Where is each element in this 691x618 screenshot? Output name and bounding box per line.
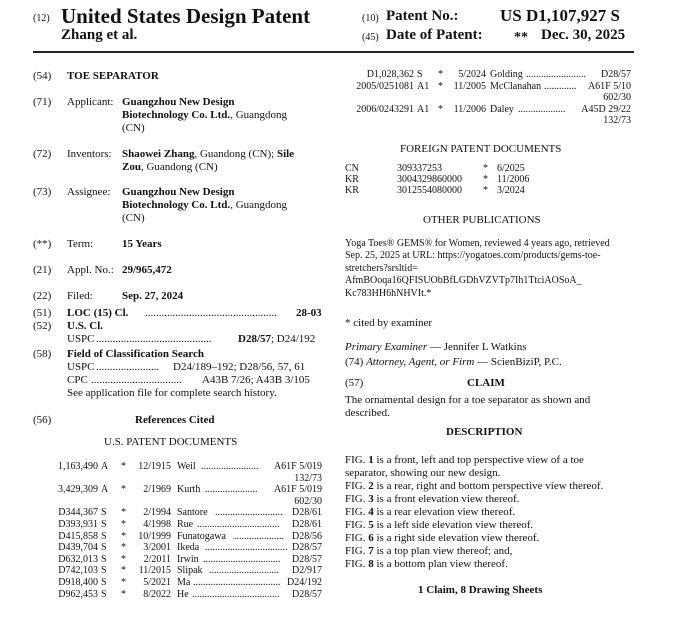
filed-value: Sep. 27, 2024 xyxy=(122,290,184,302)
header-rule xyxy=(33,51,634,53)
figure-prefix: FIG. xyxy=(345,532,369,544)
appl-no-value: 29/965,472 xyxy=(122,264,172,276)
figure-text-continued: separator, showing our new design. xyxy=(345,467,501,479)
reference-name: Rue xyxy=(177,519,194,530)
reference-name: Ma xyxy=(177,577,191,588)
applicant-name-line2 xyxy=(122,109,287,122)
field-search-label: Field of Classification Search xyxy=(67,348,204,360)
figure-number: 2 xyxy=(368,480,374,492)
figure-prefix: FIG. xyxy=(345,454,369,466)
foreign-country: KR xyxy=(345,174,359,185)
reference-class-continued: 132/73 xyxy=(294,472,322,484)
figure-description xyxy=(345,454,603,467)
reference-cited-mark: * xyxy=(121,588,126,600)
attorney-label: Attorney, Agent, or Firm xyxy=(366,356,475,368)
figure-text: is a left side elevation view thereof. xyxy=(373,519,534,531)
applicant-label: Applicant: xyxy=(67,96,114,108)
us-cl-uspc-label: USPC xyxy=(67,333,95,345)
claims-drawings-footer: 1 Claim, 8 Drawing Sheets xyxy=(418,584,543,596)
foreign-date: 11/2006 xyxy=(497,174,530,185)
inventors-label: Inventors: xyxy=(67,148,112,160)
reference-class-continued: 132/73 xyxy=(603,115,631,127)
term-label: Term: xyxy=(67,238,94,250)
reference-cited-mark: * xyxy=(121,565,126,577)
reference-dot-leader: ................................. xyxy=(205,542,288,554)
reference-date: 11/2005 xyxy=(453,80,486,92)
reference-name: McClanahan xyxy=(490,80,542,92)
figure-description xyxy=(345,545,603,558)
reference-class: D28/57 xyxy=(292,588,322,600)
reference-dot-leader: ................................. xyxy=(197,519,280,530)
patent-no-label: Patent No.: xyxy=(386,8,459,24)
assignee-name2: Biotechnology Co. Ltd. xyxy=(122,199,231,211)
reference-date: 11/2015 xyxy=(138,565,171,577)
code-58: (58) xyxy=(33,348,52,360)
term-value: 15 Years xyxy=(122,238,162,250)
inventor-short: Zhang et al. xyxy=(61,27,138,43)
reference-number: D742,103 xyxy=(58,565,98,577)
code-72: (72) xyxy=(33,148,52,160)
reference-kind: S xyxy=(417,69,423,80)
applicant-country: (CN) xyxy=(122,122,145,134)
reference-cited-mark: * xyxy=(121,519,126,530)
figure-number: 8 xyxy=(368,558,374,570)
other-pub-line3: stretchers?srsltid= xyxy=(345,262,418,274)
foreign-date: 3/2024 xyxy=(497,185,525,196)
figure-prefix: FIG. xyxy=(345,480,369,492)
reference-name: Santore xyxy=(177,507,208,519)
foreign-country: CN xyxy=(345,163,359,174)
code-12: (12) xyxy=(33,13,50,24)
code-term: (**) xyxy=(33,238,52,250)
inventor2-location: , Guandong (CN) xyxy=(140,161,218,173)
assignee-name-line2 xyxy=(122,199,287,212)
field-cpc-dots: ................................. xyxy=(91,374,182,386)
figure-description xyxy=(345,519,603,532)
references-cited-heading: References Cited xyxy=(135,414,215,426)
patent-number: US D1,107,927 S xyxy=(500,6,620,25)
reference-cited-mark: * xyxy=(121,530,126,542)
figure-text: is a bottom plan view thereof. xyxy=(373,558,508,570)
reference-kind: S xyxy=(101,588,107,600)
other-pub-line4: AfmBOoqa16QFISUObBfLGDhVZVTp7Ih1TtciAOSoA_ xyxy=(345,275,582,287)
reference-class: D28/57 xyxy=(292,542,322,554)
figure-number: 1 xyxy=(368,454,374,466)
assignee-name: Guangzhou New Design xyxy=(122,186,235,198)
foreign-docs-heading: FOREIGN PATENT DOCUMENTS xyxy=(400,143,562,155)
foreign-cited-mark: * xyxy=(483,174,488,185)
foreign-date: 6/2025 xyxy=(497,163,525,174)
reference-number: D415,858 xyxy=(58,530,98,542)
reference-name: Weil xyxy=(177,461,196,472)
examiner-name: — Jennifer L Watkins xyxy=(427,341,527,353)
claim-text xyxy=(345,394,590,420)
reference-dot-leader: ................................... xyxy=(192,588,280,600)
reference-date: 11/2006 xyxy=(453,103,486,115)
reference-date: 2/1969 xyxy=(143,484,171,496)
inventor1-name: Shaowei Zhang xyxy=(122,148,195,160)
reference-name: Funatogawa xyxy=(177,530,226,542)
figure-prefix: FIG. xyxy=(345,558,369,570)
field-cpc-value: A43B 7/26; A43B 3/105 xyxy=(202,374,310,386)
figure-number: 4 xyxy=(368,506,374,518)
reference-class: D28/56 xyxy=(292,530,322,542)
figure-description xyxy=(345,506,603,519)
other-publication-entry xyxy=(345,238,610,300)
description-heading: DESCRIPTION xyxy=(446,426,523,438)
reference-number: 2006/0243291 xyxy=(356,103,414,115)
figure-number: 5 xyxy=(368,519,374,531)
field-search-note: See application file for complete search history. xyxy=(67,387,277,399)
reference-cited-mark: * xyxy=(121,553,126,565)
reference-class: A61F 5/10 xyxy=(587,80,631,92)
date-label: Date of Patent: xyxy=(386,27,483,43)
us-docs-heading: U.S. PATENT DOCUMENTS xyxy=(104,436,238,448)
figure-description xyxy=(345,480,603,493)
reference-dot-leader: ........................... xyxy=(215,507,283,519)
figure-number: 7 xyxy=(368,545,374,557)
reference-class: D24/192 xyxy=(287,577,322,588)
figure-text: is a right side elevation view thereof. xyxy=(373,532,540,544)
reference-kind: S xyxy=(101,553,107,565)
loc-dots: ................................................ xyxy=(145,307,277,319)
reference-number: D439,704 xyxy=(58,542,98,554)
attorney-name: — ScienBiziP, P.C. xyxy=(474,356,562,368)
other-pub-line2: Sep. 25, 2025 at URL: https://yogatoes.com/products/gems-toe- xyxy=(345,250,601,262)
code-73: (73) xyxy=(33,186,52,198)
reference-dot-leader: ................... xyxy=(518,103,566,115)
reference-dot-leader: ............................... xyxy=(203,553,281,565)
reference-dot-leader: ........................ xyxy=(526,69,586,80)
figure-description xyxy=(345,532,603,545)
reference-kind: S xyxy=(101,507,107,519)
reference-number: 1,163,490 xyxy=(58,461,98,472)
figure-text: is a rear elevation view thereof. xyxy=(373,506,516,518)
examiner-label: Primary Examiner xyxy=(345,341,428,353)
claim-line1: The ornamental design for a toe separator as shown and xyxy=(345,394,591,406)
other-publications-heading: OTHER PUBLICATIONS xyxy=(423,214,541,226)
reference-dot-leader: .................... xyxy=(234,530,284,542)
reference-cited-mark: * xyxy=(121,542,126,554)
date-of-patent: Dec. 30, 2025 xyxy=(541,27,626,43)
figure-prefix: FIG. xyxy=(345,493,369,505)
reference-dot-leader: ....................... xyxy=(201,461,259,472)
reference-name: Slipak xyxy=(177,565,203,577)
foreign-cited-mark: * xyxy=(483,185,488,196)
code-56: (56) xyxy=(33,414,52,426)
loc-label: LOC (15) Cl. xyxy=(67,307,129,319)
inventor1-location: , Guandong (CN); xyxy=(194,148,277,160)
reference-cited-mark: * xyxy=(121,577,126,588)
reference-cited-mark: * xyxy=(121,461,126,472)
reference-dot-leader: ..................... xyxy=(205,484,258,496)
figure-text: is a front elevation view thereof. xyxy=(373,493,520,505)
assignee-label: Assignee: xyxy=(67,186,111,198)
code-71: (71) xyxy=(33,96,52,108)
document-title: United States Design Patent xyxy=(61,4,311,28)
foreign-cited-mark: * xyxy=(483,163,488,174)
figure-number: 6 xyxy=(368,532,374,544)
us-cl-main: D28/57 xyxy=(238,333,271,345)
figure-descriptions xyxy=(345,454,603,571)
reference-class-continued: 602/30 xyxy=(294,495,322,507)
code-74: (74) xyxy=(345,356,364,368)
reference-cited-mark: * xyxy=(121,507,126,519)
claim-line2: described. xyxy=(345,407,390,419)
reference-number: 2005/0251081 xyxy=(356,80,414,92)
figure-text: is a front, left and top perspective view of a toe xyxy=(373,454,584,466)
figure-description xyxy=(345,558,603,571)
figure-prefix: FIG. xyxy=(345,506,369,518)
filed-label: Filed: xyxy=(67,290,93,302)
reference-class: D28/61 xyxy=(292,507,322,519)
reference-name: He xyxy=(177,588,189,600)
field-uspc-dots: ....................... xyxy=(96,361,160,373)
reference-cited-mark: * xyxy=(438,80,443,92)
appl-no-label: Appl. No.: xyxy=(67,264,114,276)
foreign-country: KR xyxy=(345,185,359,196)
reference-cited-mark: * xyxy=(121,484,126,496)
reference-name: Daley xyxy=(490,103,514,115)
reference-dot-leader: ............. xyxy=(544,80,577,92)
applicant-name: Guangzhou New Design xyxy=(122,96,235,108)
reference-class: A61F 5/019 xyxy=(273,461,322,472)
reference-kind: A1 xyxy=(417,80,430,92)
reference-name: Golding xyxy=(490,69,523,80)
reference-number: D393,931 xyxy=(58,519,98,530)
code-22: (22) xyxy=(33,290,52,302)
reference-cited-mark: * xyxy=(438,69,443,80)
design-title: TOE SEPARATOR xyxy=(67,70,159,82)
inventor2-first: Sile xyxy=(276,148,295,160)
reference-class: D28/61 xyxy=(292,519,322,530)
applicant-location: , Guangdong xyxy=(230,109,288,121)
cited-by-examiner-note: * cited by examiner xyxy=(345,317,433,329)
code-45: (45) xyxy=(362,32,379,43)
reference-date: 10/1999 xyxy=(138,530,171,542)
reference-date: 5/2021 xyxy=(143,577,171,588)
field-uspc-value: D24/189–192; D28/56, 57, 61 xyxy=(173,361,306,373)
assignee-location: , Guangdong xyxy=(230,199,288,211)
code-10: (10) xyxy=(362,13,379,24)
code-54: (54) xyxy=(33,70,52,82)
reference-name: Kurth xyxy=(177,484,201,496)
inventors-line2 xyxy=(122,161,218,174)
reference-date: 8/2022 xyxy=(143,588,171,600)
claim-heading: CLAIM xyxy=(467,377,505,389)
reference-date: 4/1998 xyxy=(143,519,171,530)
reference-class: A45D 29/22 xyxy=(581,103,631,115)
us-cl-secondary: ; D24/192 xyxy=(271,333,316,345)
code-52: (52) xyxy=(33,320,52,332)
reference-number: D632,013 xyxy=(58,553,98,565)
foreign-number: 3012554080000 xyxy=(397,185,462,196)
figure-number: 3 xyxy=(368,493,374,505)
reference-number: D1,028,362 xyxy=(366,69,414,80)
reference-number: D918,400 xyxy=(58,577,98,588)
reference-number: D344,367 xyxy=(58,507,98,519)
reference-date: 12/1915 xyxy=(138,461,171,472)
reference-date: 2/1994 xyxy=(143,507,171,519)
reference-kind: S xyxy=(101,519,107,530)
reference-cited-mark: * xyxy=(438,103,443,115)
reference-kind: S xyxy=(101,577,107,588)
primary-examiner xyxy=(345,341,527,354)
field-cpc-label: CPC xyxy=(67,374,88,386)
reference-kind: S xyxy=(101,565,107,577)
reference-date: 2/2011 xyxy=(143,553,171,565)
reference-name: Ikeda xyxy=(177,542,200,554)
foreign-number: 309337253 xyxy=(397,163,442,174)
other-pub-line5: Kc783HH6hNHVIt.* xyxy=(345,287,432,299)
reference-kind: A1 xyxy=(417,103,430,115)
reference-date: 3/2001 xyxy=(143,542,171,554)
reference-class: D2/917 xyxy=(292,565,322,577)
foreign-number: 3004329860000 xyxy=(397,174,462,185)
reference-number: 3,429,309 xyxy=(58,484,98,496)
reference-dot-leader: ................................... xyxy=(193,577,281,588)
code-51: (51) xyxy=(33,307,52,319)
figure-prefix: FIG. xyxy=(345,545,369,557)
field-uspc-label: USPC xyxy=(67,361,95,373)
reference-kind: A xyxy=(101,484,109,496)
figure-text: is a rear, right and bottom perspective view thereof. xyxy=(373,480,604,492)
reference-class: A61F 5/019 xyxy=(273,484,322,496)
figure-prefix: FIG. xyxy=(345,519,369,531)
reference-dot-leader: ............................ xyxy=(209,565,279,577)
attorney-line xyxy=(345,356,562,369)
us-cl-label: U.S. Cl. xyxy=(67,320,104,332)
other-pub-line1: Yoga Toes® GEMS® for Women, reviewed 4 years ago, retrieved xyxy=(345,238,610,249)
code-21: (21) xyxy=(33,264,52,276)
reference-class: D28/57 xyxy=(601,69,631,80)
reference-class: D28/57 xyxy=(292,553,322,565)
reference-kind: S xyxy=(101,530,107,542)
us-cl-uspc-value xyxy=(238,333,315,346)
date-mark: ** xyxy=(514,30,528,45)
loc-value: 28-03 xyxy=(296,307,322,319)
reference-number: D962,453 xyxy=(58,588,98,600)
reference-date: 5/2024 xyxy=(458,69,486,80)
assignee-country: (CN) xyxy=(122,212,145,224)
reference-class-continued: 602/30 xyxy=(603,92,631,104)
figure-description xyxy=(345,493,603,506)
us-cl-dots: .......................................... xyxy=(96,333,212,345)
inventors-line1 xyxy=(122,148,294,161)
figure-text: is a top plan view thereof; and, xyxy=(373,545,513,557)
reference-kind: S xyxy=(101,542,107,554)
inventor2-last: Zou xyxy=(122,161,141,173)
reference-kind: A xyxy=(101,461,109,472)
code-57: (57) xyxy=(345,377,364,389)
applicant-name2: Biotechnology Co. Ltd. xyxy=(122,109,231,121)
reference-name: Irwin xyxy=(177,553,199,565)
